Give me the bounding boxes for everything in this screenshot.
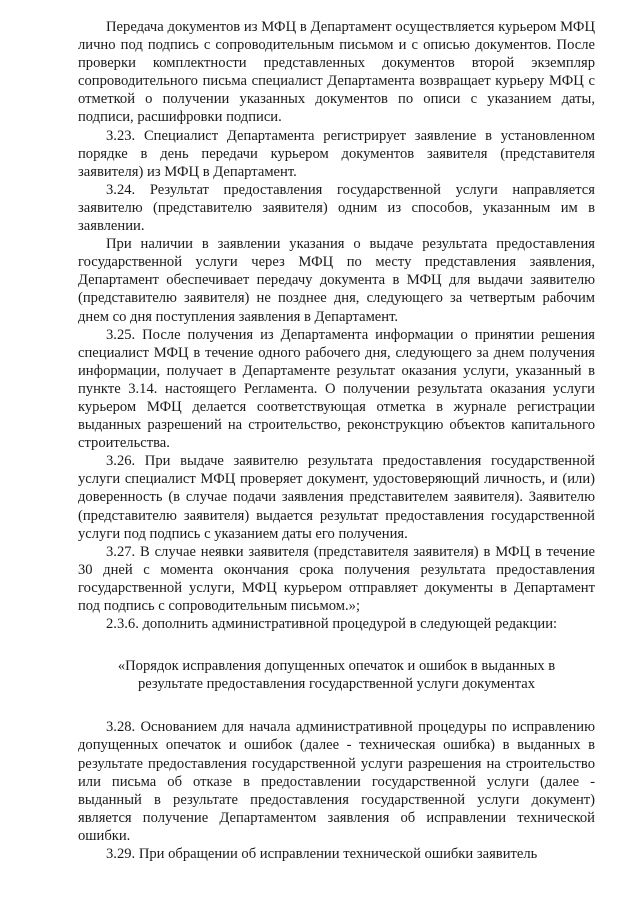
section-heading <box>78 657 595 693</box>
paragraph-3-29: 3.29. При обращении об исправлении технической ошибки заявитель <box>106 846 538 863</box>
paragraph-3-23: 3.23. Специалист Департамента регистрирует заявление в установленном порядке в день передачи курьером документов заявителя (представителя заявителя) из МФЦ в Департамент. <box>78 127 595 180</box>
document-page <box>78 18 595 863</box>
section-heading-line-1: «Порядок исправления допущенных опечаток и ошибок в выданных в <box>117 658 556 675</box>
paragraph-mfc-delivery: При наличии в заявлении указания о выдаче результата предоставления государственной услуги через МФЦ по месту представления заявления, Департамент обеспечивает передачу документа в МФЦ для выдачи заявителю (представителю заявителя) не позднее дня, следующего за четвертым рабочим днем со дня поступления заявления в Департамент. <box>78 236 595 325</box>
paragraph-3-28: 3.28. Основанием для начала административной процедуры по исправлению допущенных опечаток и ошибок (далее - техническая ошибка) в выданных в результате предоставления государственной услуги разрешения на строительство или письма об отказе в предоставлении государственной услуги (далее - выданный в результате предоставления государственной услуги документ) является получение Департаментом заявления об исправлении технической ошибки. <box>78 719 595 844</box>
paragraph-3-26: 3.26. При выдаче заявителю результата предоставления государственной услуги специалист МФЦ проверяет документ, удостоверяющий личность, и (или) доверенность (в случае подачи заявления представителем заявителя). Заявителю (представителю заявителя) выдается результат предоставления государственной услуги под подпись с указанием даты его получения. <box>78 453 595 542</box>
paragraph-courier-transfer: Передача документов из МФЦ в Департамент осуществляется курьером МФЦ лично под подпись с сопроводительным письмом и с описью документов. После проверки комплектности представленных документов второй экземпляр сопроводительного письма специалист Департамента возвращает курьеру МФЦ с отметкой о получении указанных документов по описи с указанием даты, подписи, расшифровки подписи. <box>78 19 595 126</box>
paragraph-2-3-6: 2.3.6. дополнить административной процедурой в следующей редакции: <box>106 616 558 633</box>
section-heading-line-2: результате предоставления государственной услуги документах <box>137 676 536 693</box>
paragraph-3-24: 3.24. Результат предоставления государственной услуги направляется заявителю (представителю заявителя) одним из способов, указанным им в заявлении. <box>78 181 595 235</box>
paragraph-3-25: 3.25. После получения из Департамента информации о принятии решения специалист МФЦ в течение одного рабочего дня, следующего за днем получения информации, получает в Департаменте результат оказания услуги, указанный в пункте 3.14. настоящего Регламента. О получении результата оказания услуги курьером МФЦ делается соответствующая отметка в журнале регистрации выданных разрешений на строительство, реконструкцию объектов капитального строительства. <box>78 326 595 452</box>
paragraph-3-27: 3.27. В случае неявки заявителя (представителя заявителя) в МФЦ в течение 30 дней с момента окончания срока получения результата предоставления государственной услуги, МФЦ курьером отправляет документы в Департамент под подпись с сопроводительным письмом.»; <box>78 543 595 614</box>
